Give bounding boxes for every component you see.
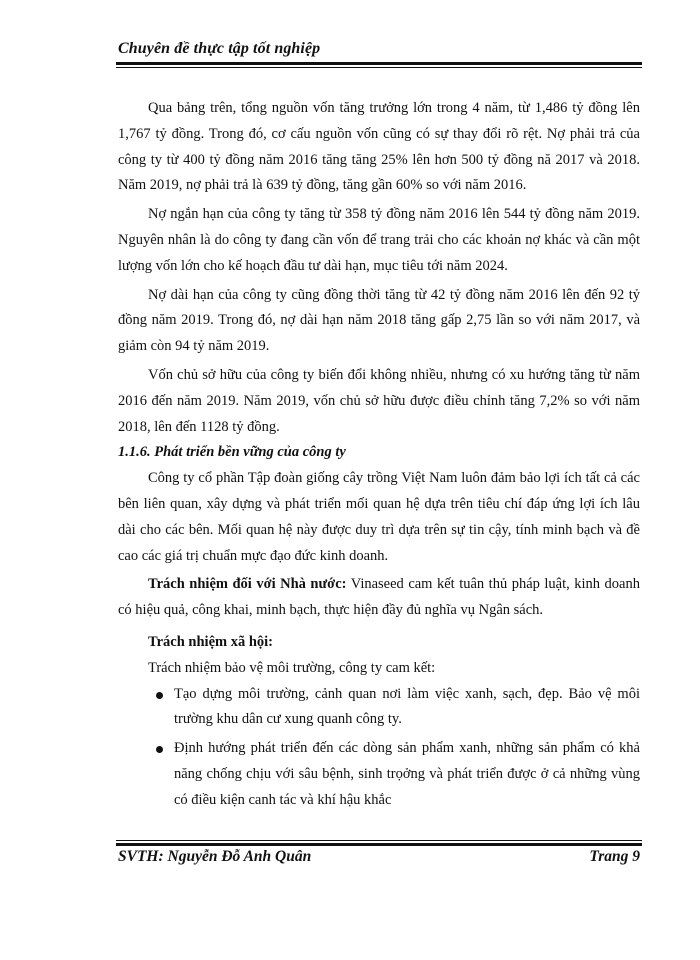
footer-rule-thin — [116, 840, 642, 841]
footer-page-number: Trang 9 — [589, 848, 640, 865]
paragraph-long-term-debt: Nợ dài hạn của công ty cũng đồng thời tăng từ 42 tỷ đồng năm 2016 lên đến 92 tỷ đồng năm 2019. Trong đó, nợ dài hạn năm 2018 tăng gấp 2,75 lần so với năm 2017, và giảm còn 94 tỷ năm 2019. — [118, 286, 640, 355]
paragraph-sustainability: Công ty cổ phần Tập đoàn giống cây trồng Việt Nam luôn đảm bảo lợi ích tất cả các bên liên quan, xây dựng và phát triển mối quan hệ dựa trên tiêu chí đáp ứng lợi ích lâu dài cho các bên. Mối quan hệ này được duy trì dựa trên sự tin cậy, tính minh bạch và đề cao các giá trị chuẩn mực đạo đức kinh doanh. — [118, 470, 640, 564]
social-responsibility-label: Trách nhiệm xã hội: — [148, 633, 273, 650]
header-title: Chuyên đề thực tập tốt nghiệp — [118, 40, 321, 57]
document-body — [118, 96, 640, 814]
paragraph-environment-intro: Trách nhiệm bảo vệ môi trường, công ty cam kết: — [148, 659, 436, 676]
list-item: Tạo dựng môi trường, cảnh quan nơi làm việc xanh, sạch, đẹp. Bảo vệ môi trường khu dân cư xung quanh công ty. — [118, 682, 640, 734]
paragraph-short-term-debt: Nợ ngắn hạn của công ty tăng từ 358 tỷ đồng năm 2016 lên 544 tỷ đồng năm 2019. Nguyên nhân là do công ty đang cần vốn để trang trải cho các khoản nợ khác và cần một lượng vốn lớn cho kế hoạch đầu tư dài hạn, mục tiêu tới năm 2024. — [118, 206, 640, 274]
state-responsibility-text: Vinaseed cam kết tuân thủ pháp luật, kinh doanh có hiệu quả, công khai, minh bạch, thực hiện đầy đủ nghĩa vụ Ngân sách. — [118, 576, 640, 619]
state-responsibility-label: Trách nhiệm đối với Nhà nước: — [148, 576, 347, 593]
paragraph-total-capital: Qua bảng trên, tổng nguồn vốn tăng trưởng lớn trong 4 năm, từ 1,486 tỷ đồng lên 1,767 tỷ đồng. Trong đó, cơ cấu nguồn vốn cũng có sự thay đổi rõ rệt. Nợ phải trả của công ty từ 400 tỷ đồng năm 2016 tăng tăng 25% lên hơn 500 tỷ đồng nă 2017 và 2018. Năm 2019, nợ phải trả là 639 tỷ đồng, tăng gần 60% so với năm 2016. — [118, 100, 640, 194]
header-rule-thick — [116, 62, 642, 65]
commitment-list — [118, 682, 640, 814]
section-heading: 1.1.6. Phát triển bền vững của công ty — [118, 444, 346, 461]
list-item: Định hướng phát triển đến các dòng sản phẩm xanh, những sản phẩm có khả năng chống chịu với sâu bệnh, sinh trọởng và phát triển được ở cả những vùng có điều kiện canh tác và khí hậu khắc — [118, 736, 640, 813]
header-rule-thin — [116, 67, 642, 68]
paragraph-equity: Vốn chủ sở hữu của công ty biến đổi không nhiều, nhưng có xu hướng tăng từ năm 2016 đến năm 2019. Năm 2019, vốn chủ sở hữu được điều chỉnh tăng 7,2% so với năm 2018, lên đến 1128 tỷ đồng. — [118, 366, 640, 435]
footer-rule-thick — [116, 843, 642, 846]
footer-author: SVTH: Nguyễn Đỗ Anh Quân — [118, 848, 312, 865]
paragraph-state-responsibility — [118, 572, 640, 624]
